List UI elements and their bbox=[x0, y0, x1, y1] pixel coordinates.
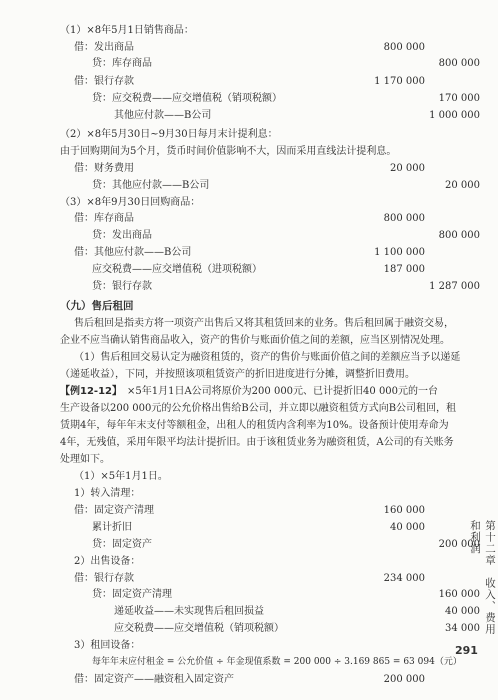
text-line: 借：其他应付款——B公司 bbox=[74, 247, 192, 258]
text-line: 贷：库存商品 bbox=[92, 58, 152, 69]
text-line: 赁期4年，每年年末支付等额租金，出租人的租赁内含利率为10%。设备预计使用寿命为 bbox=[60, 420, 449, 431]
text-line: 3）租回设备： bbox=[74, 640, 141, 651]
amount: 800 000 bbox=[383, 42, 425, 53]
amount: 234 000 bbox=[383, 573, 425, 584]
text-line: 贷：发出商品 bbox=[92, 230, 152, 241]
text-line: 贷：应交税费——应交增值税（销项税额） bbox=[92, 93, 282, 104]
text-line: 贷：银行存款 bbox=[92, 281, 152, 292]
amount: 800 000 bbox=[383, 213, 425, 224]
text-line: 贷：其他应付款——B公司 bbox=[92, 180, 210, 191]
text-line: 2）出售设备： bbox=[74, 556, 141, 567]
section-heading: （九）售后租回 bbox=[60, 300, 134, 312]
amount: 40 000 bbox=[445, 606, 480, 617]
text-line: 贷：固定资产 bbox=[92, 539, 152, 550]
amount: 800 000 bbox=[438, 58, 480, 69]
chapter-side-tab bbox=[460, 520, 496, 640]
amount: 800 000 bbox=[438, 230, 480, 241]
text-line: 借：库存商品 bbox=[74, 213, 134, 224]
text-line: （递延收益），下同，并按照该项租赁资产的折旧进度进行分摊，调整折旧费用。 bbox=[60, 369, 415, 380]
text-line: 由于回购期间为5个月，货币时间价值影响不大，因而采用直线法计提利息。 bbox=[60, 146, 397, 157]
text-line: 4年，无残值，采用年限平均法计提折旧。由于该租赁业务为融资租赁，A公司的有关账务 bbox=[60, 437, 454, 448]
text-line: （1）售后租回交易认定为融资租赁的，资产的售价与账面价值之间的差额应当予以递延 bbox=[74, 352, 461, 363]
text-line: 1）转入清理： bbox=[74, 488, 141, 499]
page-number: 291 bbox=[455, 644, 478, 657]
amount: 160 000 bbox=[438, 589, 480, 600]
chapter-title: 第十二章 收入、费用和利润 bbox=[469, 520, 496, 635]
amount: 187 000 bbox=[383, 264, 425, 275]
amount: 20 000 bbox=[390, 163, 425, 174]
amount: 200 000 bbox=[438, 539, 480, 550]
text-line: （1）×5年1月1日。 bbox=[74, 471, 168, 482]
text-line: 借：固定资产清理 bbox=[74, 505, 154, 516]
amount: 1 100 000 bbox=[374, 247, 425, 258]
amount: 1 170 000 bbox=[374, 76, 425, 87]
text-line: （2）×8年5月30日~9月30日每月末计提利息： bbox=[60, 129, 278, 140]
text-line: 累计折旧 bbox=[92, 522, 132, 533]
amount: 20 000 bbox=[445, 180, 480, 191]
example-label: 【例12-12】 bbox=[60, 386, 122, 397]
text-line: 生产设备以200 000元的公允价格出售给B公司，并立即以融资租赁方式向B公司租回，租 bbox=[60, 403, 457, 414]
text-line: 借：银行存款 bbox=[74, 76, 134, 87]
text-line: 应交税费——应交增值税（销项税额） bbox=[114, 623, 284, 634]
text-line: （3）×8年9月30日回购商品： bbox=[60, 197, 201, 208]
text-line: （1）×8年5月1日销售商品： bbox=[60, 25, 194, 36]
text-line: 处理如下。 bbox=[60, 454, 110, 465]
text-line: 借：银行存款 bbox=[74, 573, 134, 584]
text-line: 借：发出商品 bbox=[74, 42, 134, 53]
amount: 1 000 000 bbox=[429, 110, 480, 121]
text-line: 售后租回是指卖方将一项资产出售后又将其租赁回来的业务。售后租回属于融资交易， bbox=[74, 318, 454, 329]
text-line: 借：财务费用 bbox=[74, 163, 134, 174]
amount: 34 000 bbox=[445, 623, 480, 634]
amount: 1 287 000 bbox=[429, 281, 480, 292]
rent-formula: 每年年末应付租金 = 公允价值 ÷ 年金现值系数 = 200 000 ÷ 3.169 865 = 63 094（元） bbox=[92, 657, 462, 667]
text-line: 贷：固定资产清理 bbox=[92, 589, 172, 600]
text-line: 应交税费——应交增值税（进项税额） bbox=[92, 264, 262, 275]
text-line: ×5年1月1日A公司将原价为200 000元、已计提折旧40 000元的一台 bbox=[127, 386, 439, 397]
amount: 200 000 bbox=[383, 674, 425, 685]
text-line: 递延收益——未实现售后租回损益 bbox=[114, 606, 264, 617]
amount: 160 000 bbox=[383, 505, 425, 516]
text-line: 企业不应当确认销售商品收入，资产的售价与账面价值之间的差额，应当区别情况处理。 bbox=[60, 335, 450, 346]
journal-entry-line: 借：固定资产——融资租入固定资产 bbox=[74, 674, 234, 685]
text-line: 其他应付款——B公司 bbox=[114, 110, 212, 121]
amount: 40 000 bbox=[390, 522, 425, 533]
amount: 170 000 bbox=[438, 93, 480, 104]
